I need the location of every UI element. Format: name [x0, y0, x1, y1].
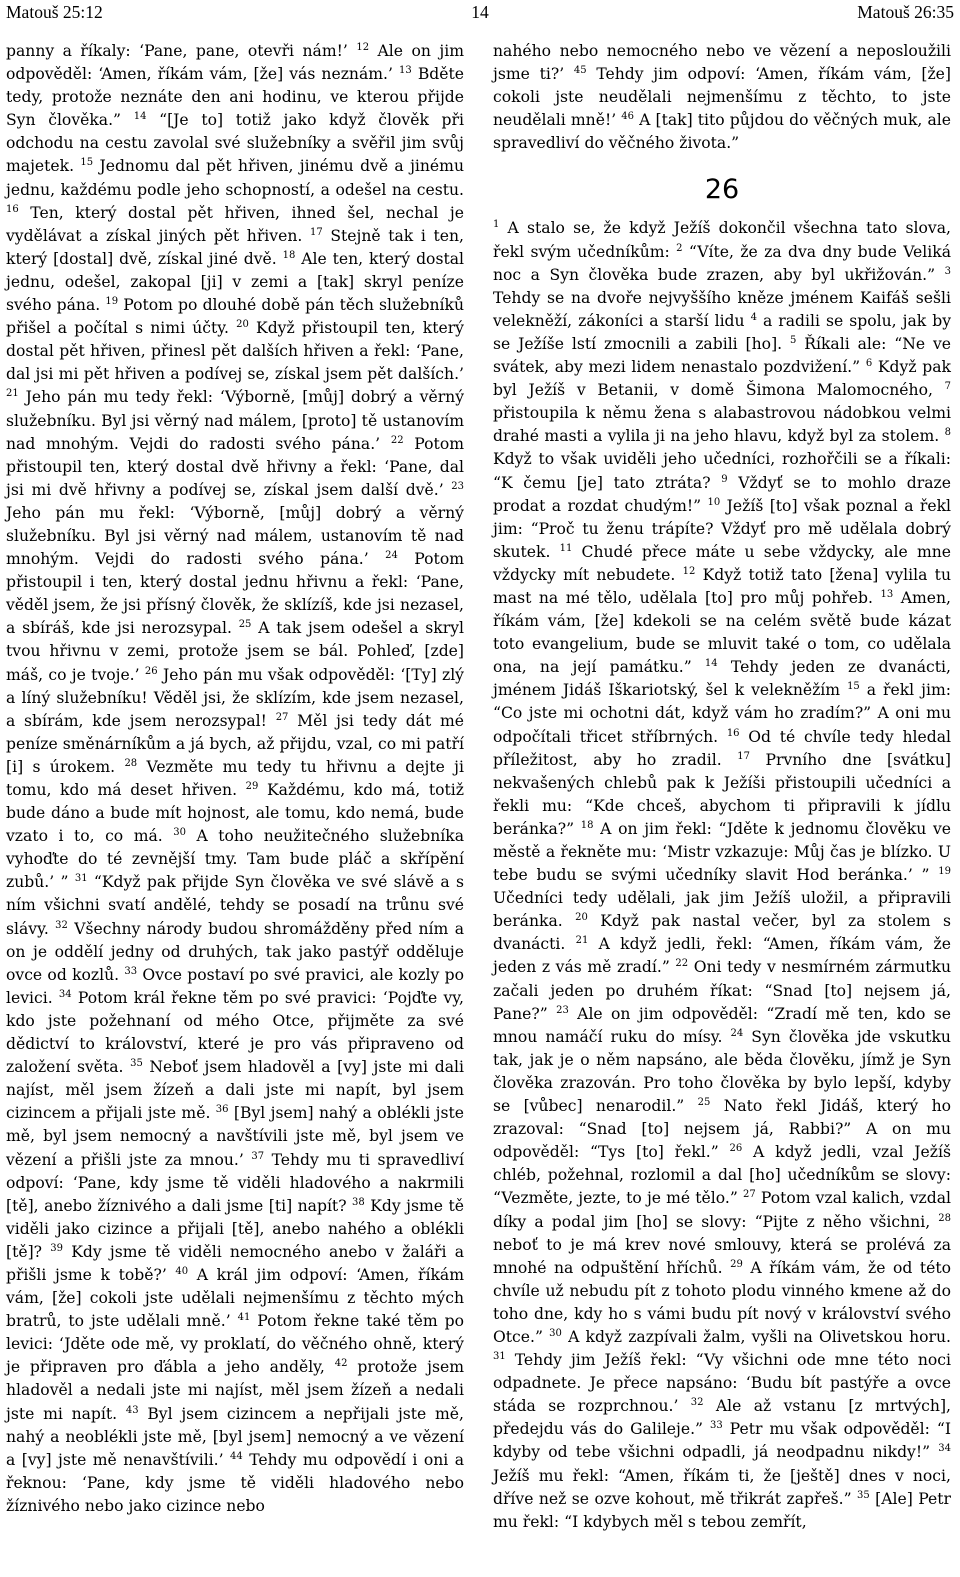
- verse-number: 1: [493, 219, 500, 231]
- verse-number: 12: [356, 41, 370, 53]
- verse-text: Kdy jsme tě viděli jako cizince a přijali [tě], anebo nahého a oblékli [tě]?: [6, 1196, 464, 1261]
- verse-number: 23: [556, 1004, 569, 1016]
- verse-number: 29: [245, 780, 259, 792]
- verse-text: Ten, který dostal pět hřiven, ihned šel, nechal je vydělávat a získal jiných pět hřiven.: [6, 203, 464, 245]
- verse-number: 21: [6, 388, 19, 400]
- verse-number: 25: [697, 1096, 711, 1108]
- verse-number: 17: [737, 750, 750, 762]
- verse-text: Potom přistoupil ten, který dostal dvě hřivny a řekl: ‘Pane, dal jsi mi dvě hřivny a podívej se, získal jsem další dvě.’: [6, 434, 464, 499]
- verse-number: 24: [385, 549, 398, 561]
- page-number: 14: [471, 2, 489, 22]
- verse-number: 33: [709, 1420, 723, 1432]
- verse-text: nahého nebo nemocného nebo ve vězení a neposloužili jsme ti?’: [493, 42, 951, 84]
- verse-text: Oni tedy v nesmírném zármutku začali jeden po druhém říkat: “Snad [to] nejsem já, Pane?”: [493, 958, 952, 1023]
- verse-number: 46: [621, 111, 635, 123]
- verse-text: a řekl jim: “Co jste mi ochotni dát, když vám ho zradím?” A oni mu odpočítali třicet stříbrných.: [493, 681, 951, 746]
- verse-number: 7: [944, 380, 951, 392]
- verse-text: Vždyť se to mohlo draze prodat a rozdat chudým!”: [493, 473, 951, 515]
- passage-matthew-25: [6, 40, 464, 1518]
- verse-number: 31: [74, 873, 88, 885]
- verse-number: 32: [690, 1397, 704, 1409]
- verse-number: 40: [175, 1265, 189, 1277]
- verse-text: protože jsem hladověl a nedali jste mi najíst, měl jsem žízeň a nedali jste mi napít.: [6, 1358, 464, 1423]
- verse-text: A když zazpívali žalm, vyšli na Olivetskou horu.: [561, 1327, 951, 1346]
- verse-text: Ježíš mu řekl: “Amen, říkám ti, že [ještě] dnes v noci, dříve než se ozve kohout, mě třikrát zapřeš.”: [493, 1466, 951, 1508]
- verse-number: 43: [125, 1404, 139, 1416]
- verse-text: Když pak byl Ježíš v Betanii, v domě Šimona Malomocného,: [493, 358, 951, 400]
- verse-number: 21: [575, 935, 589, 947]
- verse-text: Tehdy mu odpovědí i oni a řeknou: ‘Pane, kdy jsme tě viděli hladového nebo žíznivého nebo jako cizince nebo: [6, 1450, 465, 1515]
- verse-number: 22: [675, 958, 689, 970]
- verse-text: “[Je to] totiž jako když člověk při odchodu na cestu zavolal své služebníky a svěřil jim svůj majetek.: [6, 111, 464, 176]
- verse-number: 44: [230, 1450, 243, 1462]
- verse-text: a radili se spolu, jak by se Ježíše lstí zmocnili a zabili [ho].: [493, 311, 952, 353]
- verse-number: 26: [144, 665, 158, 677]
- verse-number: 19: [105, 295, 119, 307]
- verse-text: Všechny národy budou shromážděny před ním a on je oddělí jedny od druhých, tak jako pastýř odděluje ovce od kozlů.: [6, 919, 464, 984]
- chapter-heading: 26: [704, 174, 740, 206]
- verse-text: Měl jsi tedy dát mé peníze směnárníkům a já bych, až přijdu, vzal, co mi patří [i] s úrokem.: [6, 711, 465, 776]
- verse-text: Potom po dlouhé době pán těch služebníků přišel a počítal s nimi účty.: [6, 296, 464, 338]
- verse-number: 23: [451, 480, 464, 492]
- verse-number: 29: [730, 1258, 743, 1270]
- verse-number: 41: [237, 1311, 251, 1323]
- verse-text: A král jim odpoví: ‘Amen, říkám vám, [že] cokoli jste udělali nejmenšímu z těchto mých bratrů, to jste udělali mně.’: [6, 1265, 464, 1331]
- verse-number: 33: [124, 965, 138, 977]
- verse-number: 10: [707, 496, 721, 508]
- verse-number: 26: [729, 1143, 743, 1155]
- verse-text: Když to však uviděli jeho učedníci, rozhořčili se a říkali: “K čemu [je] tato ztráta?: [493, 450, 951, 492]
- verse-number: 18: [282, 249, 296, 261]
- verse-text: Jeho pán mu však odpověděl: ‘[Ty] zlý a líný služebníku! Věděl jsi, že sklízím, kde jsem nezasel, a sbírám, kde jsem nerozsypal!: [6, 665, 464, 730]
- verse-text: Prvního dne [svátku] nekvašených chlebů pak k Ježíši přistoupili učedníci a řekli mu: “Kde chceš, abychom ti připravili k jídlu beránka?”: [493, 750, 951, 838]
- verse-text: “Víte, že za dva dny bude Veliká noc a Syn člověka bude zrazen, aby byl ukřižován.”: [493, 242, 951, 284]
- verse-text: Stejně tak i ten, který [dostal] dvě, získal jiné dvě.: [6, 226, 465, 268]
- verse-text: A toho neužitečného služebníka vyhoďte do té zevnější tmy. Tam bude pláč a skřípění zubů.’ ”: [6, 827, 464, 892]
- verse-text: Kdy jsme tě viděli nemocného anebo v žaláři a přišli jsme k tobě?’: [6, 1242, 464, 1284]
- verse-text: Učedníci tedy udělali, jak jim Ježíš uložil, a připravili beránka.: [493, 889, 951, 931]
- verse-number: 25: [238, 619, 252, 631]
- verse-number: 8: [944, 427, 951, 439]
- verse-text: přistoupila k němu žena s alabastrovou nádobkou velmi drahé masti a vylila ji na jeho hlavu, když byl za stolem.: [493, 404, 951, 446]
- verse-number: 45: [573, 64, 587, 76]
- verse-number: 17: [309, 226, 323, 238]
- verse-text: Ale až vstanu [z mrtvých], předejdu vás do Galileje.”: [493, 1397, 951, 1439]
- verse-text: Potom vzal kalich, vzdal díky a podal jim [ho] se slovy: “Pijte z něho všichni,: [493, 1189, 951, 1231]
- verse-text: A když jedli, řekl: “Amen, říkám vám, že jeden z vás mě zradí.”: [493, 935, 951, 977]
- verse-number: 16: [726, 727, 740, 739]
- verse-number: 27: [742, 1189, 756, 1201]
- verse-text: Když přistoupil ten, který dostal pět hřiven, přinesl pět dalších hřiven a řekl: ‘Pane, dal jsi mi pět hřiven a podívej se, získal jsem pět dalších.’: [6, 319, 464, 384]
- verse-number: 13: [880, 588, 894, 600]
- verse-text: Když totiž tato [žena] vylila tu mast na mé tělo, udělala [to] pro můj pohřeb.: [493, 565, 951, 607]
- verse-number: 42: [334, 1358, 348, 1370]
- verse-text: Jeho pán mu řekl: ‘Výborně, [můj] dobrý a věrný služebníku. Byl jsi věrný nad málem, ustanovím tě nad mnohým. Vejdi do radosti svého pána.’: [6, 503, 464, 569]
- verse-number: 14: [133, 111, 147, 123]
- verse-number: 14: [704, 658, 718, 670]
- verse-number: 30: [173, 827, 186, 838]
- verse-text: A tak jsem odešel a skryl tvou hřivnu v zemi, protože jsem se bál. Pohleď, [zde] máš, co je tvoje.’: [6, 619, 464, 684]
- verse-text: Tehdy jeden ze dvanácti, jménem Jidáš Iškariotský, šel k velekněžím: [493, 658, 951, 700]
- verse-text: Tehdy jim Ježíš řekl: “Vy všichni ode mne této noci odpadnete. Je přece napsáno: ‘Budu bít pastýře a ovce stáda se rozprchnou.’: [493, 1351, 951, 1416]
- verse-number: 4: [750, 311, 757, 323]
- verse-number: 9: [721, 473, 728, 485]
- verse-number: 2: [676, 242, 683, 254]
- verse-number: 28: [124, 757, 138, 769]
- verse-number: 12: [682, 565, 696, 577]
- header-left-reference: Matouš 25:12: [6, 2, 103, 22]
- verse-text: Každému, kdo má, totiž bude dáno a bude mít hojnost, ale tomu, kdo nemá, bude vzato i to, co má.: [6, 781, 464, 846]
- verse-number: 30: [549, 1327, 562, 1339]
- verse-text: A když jedli, vzal Ježíš chléb, požehnal, rozlomil a dal [ho] učedníkům se slovy: “Vezměte, jezte, to je mé tělo.”: [493, 1143, 951, 1208]
- verse-text: Tehdy jim odpoví: ‘Amen, říkám vám, [že] cokoli jste neudělali nejmenšímu z těchto, to jste neudělali mně!’: [493, 65, 951, 130]
- verse-number: 24: [730, 1027, 744, 1039]
- verse-text: Amen, říkám vám, [že] kdekoli se na celém světě bude kázat toto evangelium, bude se mluvit také o tom, co udělala ona, na její památku.”: [493, 588, 951, 677]
- verse-text: Syn člověka jde vskutku tak, jak je o něm napsáno, ale běda člověku, jímž je Syn člověka zrazován. Pro toho člověka by bylo lepší, kdyby se [vůbec] nenarodil.”: [493, 1027, 951, 1116]
- verse-text: Ale on jim odpověděl: “Zradí mě ten, kdo se mnou namáčí ruku do mísy.: [493, 1004, 951, 1046]
- verse-text: Nato řekl Jidáš, který ho zrazoval: “Snad [to] nejsem já, Rabbi?” A on mu odpověděl: “Tys [to] řekl.”: [493, 1097, 951, 1162]
- verse-text: Tehdy mu ti spravedliví odpoví: ‘Pane, kdy jsme tě viděli hladového a nakrmili [tě], anebo žíznivého a dali jsme [ti] napít?: [6, 1150, 464, 1215]
- verse-number: 22: [390, 434, 404, 446]
- page-header: [6, 2, 954, 24]
- verse-text: [Ale] Petr mu řekl: “I kdybych měl s tebou zemřít,: [493, 1489, 951, 1531]
- verse-number: 20: [575, 912, 588, 924]
- verse-number: 16: [6, 203, 19, 215]
- verse-text: A [tak] tito půjdou do věčných muk, ale spravedliví do věčného života.”: [493, 111, 951, 153]
- verse-number: 5: [790, 334, 797, 346]
- verse-number: 37: [251, 1150, 265, 1162]
- verse-text: Petr mu však odpověděl: “I kdyby od tebe všichni odpadli, já neodpadnu nikdy!”: [493, 1420, 951, 1462]
- verse-text: A říkám vám, že od této chvíle už nebudu pít z tohoto plodu vinného kmene až do toho dne, kdy ho s vámi budu pít nový v království svého Otce.”: [493, 1258, 951, 1346]
- verse-number: 6: [865, 357, 873, 369]
- verse-number: 27: [275, 711, 289, 723]
- verse-number: 39: [50, 1242, 63, 1254]
- verse-number: 35: [857, 1489, 870, 1501]
- verse-text: Byl jsem cizincem a nepřijali jste mě, nahý a neoblékli jste mě, [byl jsem] nemocný a ve vězení a [vy] jste mě nenavštívili.’: [6, 1404, 464, 1469]
- verse-number: 28: [938, 1212, 951, 1224]
- verse-text: Potom přistoupil i ten, který dostal jednu hřivnu a řekl: ‘Pane, věděl jsem, že jsi přísný člověk, že sklízíš, kde jsi nezasel, a sbíráš, kde jsi nerozsypal.: [6, 550, 464, 638]
- verse-text: A stalo se, že když Ježíš dokončil všechna tato slova, řekl svým učedníkům:: [493, 219, 951, 261]
- verse-number: 19: [938, 865, 951, 877]
- verse-number: 13: [399, 64, 412, 76]
- verse-text: Ale ten, který dostal jednu, odešel, zakopal [ji] v zemi a [tak] skryl peníze svého pána.: [6, 249, 464, 315]
- verse-number: 35: [130, 1057, 143, 1069]
- verse-text: panny a říkaly: ‘Pane, pane, otevři nám!’: [6, 42, 357, 60]
- verse-text: Říkali ale: “Ne ve svátek, aby mezi lidem nenastalo pozdvižení.”: [493, 334, 951, 377]
- right-column: [493, 40, 951, 1534]
- verse-number: 15: [847, 681, 860, 693]
- verse-text: Jeho pán mu tedy řekl: ‘Výborně, [můj] dobrý a věrný služebníku. Byl jsi věrný nad málem, [proto] tě ustanovím nad mnohým. Vejdi do radosti svého pána.’: [6, 388, 464, 453]
- verse-number: 36: [215, 1104, 229, 1116]
- verse-text: Tehdy se na dvoře nejvyššího kněze jménem Kaifáš sešli velekněží, zákoníci a starší lidu: [493, 288, 951, 330]
- verse-text: “Když pak přijde Syn člověka ve své slávě a s ním všichni svatí andělé, tehdy se posadí na trůnu své slávy.: [6, 873, 464, 938]
- verse-number: 3: [944, 265, 951, 277]
- verse-number: 34: [938, 1443, 951, 1455]
- verse-text: [Byl jsem] nahý a oblékli jste mě, byl jsem nemocný a navštívili jste mě, byl jsem ve vězení a přišli jste za mnou.’: [6, 1104, 464, 1169]
- verse-text: Ježíš [to] však poznal a řekl jim: “Proč tu ženu trápíte? Vždyť pro mě udělala dobrý skutek.: [493, 496, 952, 561]
- verse-text: Chudé přece máte u sebe vždycky, ale mne vždycky mít nebudete.: [493, 542, 951, 584]
- verse-text: A on jim řekl: “Jděte k jednomu člověku ve městě a řekněte mu: ‘Mistr vzkazuje: Můj čas je blízko. U tebe budu se svými učedníky slavit Hod beránka.’ ”: [493, 819, 951, 885]
- verse-text: Bděte tedy, protože neznáte den ani hodinu, ve kterou přijde Syn člověka.”: [6, 65, 464, 130]
- verse-number: 20: [236, 318, 249, 330]
- passage-matthew-25-end: [493, 40, 951, 155]
- passage-matthew-26: [493, 217, 951, 1533]
- verse-text: Neboť jsem hladověl a [vy] jste mi dali najíst, měl jsem žízeň a dali jste mi napít, byl jsem cizincem a přijali jste mě.: [6, 1058, 464, 1123]
- header-right-reference: Matouš 26:35: [857, 2, 954, 22]
- verse-text: Vezměte mu tedy tu hřivnu a dejte ji tomu, kdo má deset hřiven.: [6, 757, 464, 799]
- verse-text: Ovce postaví po své pravici, ale kozly po levici.: [6, 965, 464, 1007]
- verse-number: 11: [559, 542, 573, 554]
- verse-number: 38: [352, 1196, 365, 1208]
- verse-number: 32: [55, 919, 68, 931]
- verse-number: 31: [493, 1350, 506, 1362]
- verse-text: Potom král řekne těm po své pravici: ‘Pojďte vy, kdo jste požehnaní od mého Otce, přijměte za své dědictví to království, které je pro vás připraveno od založení světa.: [6, 988, 464, 1077]
- verse-text: neboť to je má krev nové smlouvy, která se prolévá za mnohé na odpuštění hříchů.: [493, 1235, 951, 1277]
- verse-text: Když pak nastal večer, byl za stolem s dvanácti.: [493, 912, 951, 954]
- left-column: [6, 40, 464, 1518]
- verse-text: Ale on jim odpověděl: ‘Amen, říkám vám, [že] vás neznám.’: [6, 42, 465, 84]
- verse-number: 15: [80, 157, 94, 169]
- verse-text: Jednomu dal pět hřiven, jinému dvě a jinému jednu, každému podle jeho schopností, a odešel na cestu.: [6, 157, 464, 199]
- verse-text: Od té chvíle tedy hledal příležitost, aby ho zradil.: [493, 727, 951, 769]
- verse-number: 18: [580, 819, 594, 831]
- verse-text: Potom řekne také těm po levici: ‘Jděte ode mě, vy proklatí, do věčného ohně, který je připraven pro ďábla a jeho anděly,: [6, 1312, 464, 1377]
- verse-number: 34: [58, 988, 72, 1000]
